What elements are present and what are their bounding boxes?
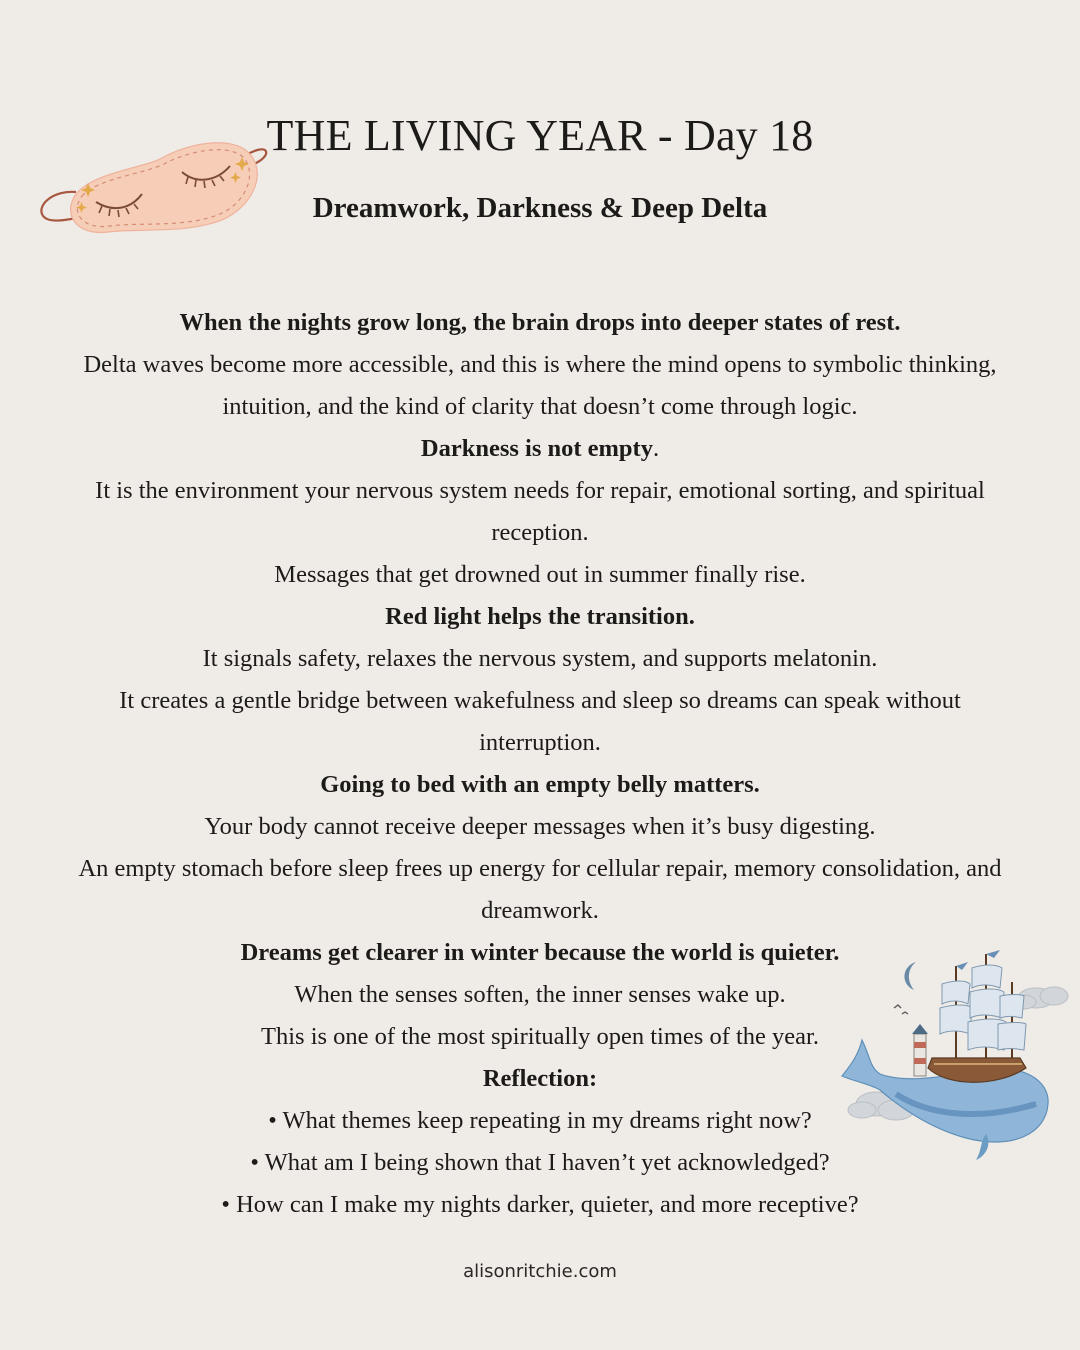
section2-line1: It is the environment your nervous system needs for repair, emotional sorting, and spiritual xyxy=(95,477,985,504)
reflection-heading: Reflection: xyxy=(482,1065,598,1092)
section2-heading-punct: . xyxy=(652,435,660,462)
section3-heading: Red light helps the transition. xyxy=(385,603,695,630)
section4-heading: Going to bed with an empty belly matters. xyxy=(320,771,760,798)
section4-line2: An empty stomach before sleep frees up energy for cellular repair, memory consolidation, and xyxy=(78,855,1002,882)
section1-line2: intuition, and the kind of clarity that doesn’t come through logic. xyxy=(222,393,858,420)
reflection-item: • What am I being shown that I haven’t yet acknowledged? xyxy=(250,1149,830,1176)
section1-heading: When the nights grow long, the brain drops into deeper states of rest. xyxy=(179,309,901,336)
section3-line3: interruption. xyxy=(479,729,601,756)
section3-line1: It signals safety, relaxes the nervous system, and supports melatonin. xyxy=(202,645,878,672)
section2-line2: reception. xyxy=(491,519,589,546)
reflection-item: • How can I make my nights darker, quieter, and more receptive? xyxy=(221,1191,859,1218)
section2-heading-line xyxy=(60,428,1020,470)
section5-line1: When the senses soften, the inner senses wake up. xyxy=(294,981,786,1008)
section1-line1: Delta waves become more accessible, and this is where the mind opens to symbolic thinking, xyxy=(83,351,997,378)
section5-line2: This is one of the most spiritually open times of the year. xyxy=(261,1023,819,1050)
section5-heading: Dreams get clearer in winter because the world is quieter. xyxy=(240,939,840,966)
page-subtitle: Dreamwork, Darkness & Deep Delta xyxy=(312,192,768,224)
section3-line2: It creates a gentle bridge between wakefulness and sleep so dreams can speak without xyxy=(119,687,961,714)
page-title: THE LIVING YEAR - Day 18 xyxy=(266,111,814,160)
reflection-item: • What themes keep repeating in my dreams right now? xyxy=(268,1107,812,1134)
section2-heading: Darkness is not empty xyxy=(420,435,653,462)
section4-line3: dreamwork. xyxy=(481,897,599,924)
website-footer: alisonritchie.com xyxy=(463,1261,617,1282)
section4-line1: Your body cannot receive deeper messages when it’s busy digesting. xyxy=(204,813,876,840)
whale-ship-icon xyxy=(836,944,1072,1164)
section2-line3: Messages that get drowned out in summer finally rise. xyxy=(274,561,806,588)
